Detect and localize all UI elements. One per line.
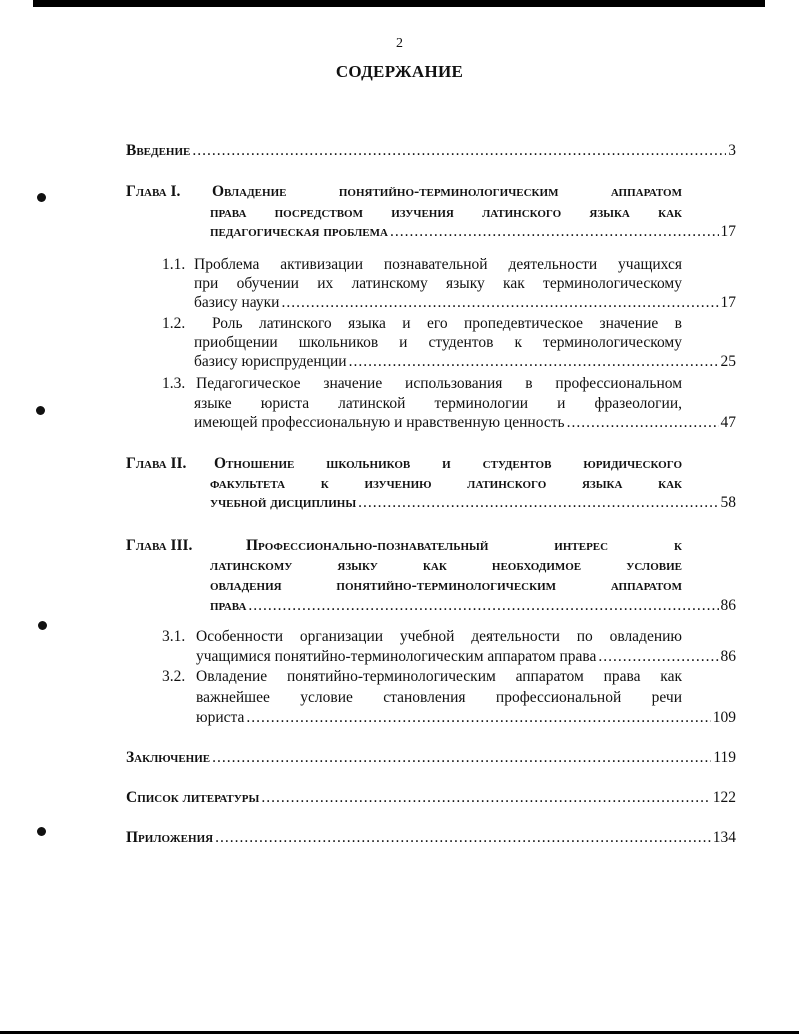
section-title-line: учащимися понятийно-терминологическим аппаратом права xyxy=(196,648,597,665)
section-number: 1.2. xyxy=(162,315,186,332)
dot-leader xyxy=(358,493,718,513)
dot-leader xyxy=(261,788,710,808)
dot-leader xyxy=(567,413,719,433)
chapter-heading: Глава II. xyxy=(126,455,187,472)
section-title-last-line xyxy=(194,352,736,372)
section-title-line: Особенности организации учебной деятельности по овладению xyxy=(196,628,682,645)
chapter-title-line: права xyxy=(210,597,247,614)
dot-leader xyxy=(281,293,718,313)
toc-page-number: 86 xyxy=(720,597,736,614)
toc-page-number: 122 xyxy=(712,789,736,806)
toc-entry-conclusion[interactable] xyxy=(126,748,736,768)
chapter-heading: Глава I. xyxy=(126,183,181,200)
toc-page-number: 3 xyxy=(728,142,736,159)
section-title-line: базису юриспруденции xyxy=(194,353,347,370)
section-title-last-line xyxy=(194,293,736,313)
toc-label: Заключение xyxy=(126,749,211,766)
chapter-title-line: Отношение школьников и студентов юридического xyxy=(214,455,682,472)
chapter-title-line: педагогическая проблема xyxy=(210,223,388,240)
section-title-line: юриста xyxy=(196,709,245,726)
binder-hole-mark xyxy=(37,827,46,836)
page-number: 2 xyxy=(396,36,403,51)
toc-label: Приложения xyxy=(126,829,214,846)
section-title-line: важнейшее условие становления профессиональной речи xyxy=(196,689,682,706)
dot-leader xyxy=(215,828,711,848)
dot-leader xyxy=(246,708,710,728)
section-number: 1.3. xyxy=(162,375,186,392)
section-number: 3.1. xyxy=(162,628,186,645)
toc-page-number: 47 xyxy=(720,414,736,431)
toc-page-number: 25 xyxy=(720,353,736,370)
chapter-title-line: Овладение понятийно-терминологическим аппаратом xyxy=(212,183,682,200)
toc-page-number: 17 xyxy=(720,223,736,240)
chapter-title-line: учебной дисциплины xyxy=(210,494,357,511)
chapter-title-line: права посредством изучения латинского языка как xyxy=(210,204,682,221)
toc-entry-references[interactable] xyxy=(126,788,736,808)
toc-label: Введение xyxy=(126,142,191,159)
toc-entry-intro[interactable] xyxy=(126,141,736,161)
section-number: 1.1. xyxy=(162,256,186,273)
section-title-line: приобщении школьников и студентов к терминологическому xyxy=(194,334,682,351)
binder-hole-mark xyxy=(38,621,47,630)
dot-leader xyxy=(390,222,719,242)
toc-page-number: 17 xyxy=(720,294,736,311)
toc-page-number: 134 xyxy=(712,829,736,846)
dot-leader xyxy=(349,352,719,372)
section-title-line: при обучении их латинскому языку как терминологическому xyxy=(194,275,682,292)
chapter-title-line: Профессионально-познавательный интерес к xyxy=(246,537,682,554)
chapter-title-line: овладения понятийно-терминологическим аппаратом xyxy=(210,577,682,594)
section-title-line: базису науки xyxy=(194,294,280,311)
top-border-rule xyxy=(33,0,765,7)
dot-leader xyxy=(192,141,726,161)
toc-page-number: 119 xyxy=(713,749,736,766)
toc-page-number: 58 xyxy=(720,494,736,511)
dot-leader xyxy=(212,748,711,768)
chapter-heading: Глава III. xyxy=(126,537,193,554)
binder-hole-mark xyxy=(36,406,45,415)
section-title-last-line xyxy=(196,708,736,728)
dot-leader xyxy=(248,596,718,616)
chapter-title-last-line xyxy=(210,596,736,616)
toc-page-number: 109 xyxy=(712,709,736,726)
chapter-title-last-line xyxy=(210,493,736,513)
toc-label: Список литературы xyxy=(126,789,260,806)
section-title-line: языке юриста латинской терминологии и фразеологии, xyxy=(194,395,682,412)
page-title: СОДЕРЖАНИЕ xyxy=(335,62,464,81)
section-title-last-line xyxy=(196,647,736,667)
section-title-line: Овладение понятийно-терминологическим аппаратом права как xyxy=(196,668,682,685)
section-title-line: Проблема активизации познавательной деятельности учащихся xyxy=(194,256,682,273)
section-title-line: Роль латинского языка и его пропедевтическое значение в xyxy=(212,315,682,332)
chapter-title-last-line xyxy=(210,222,736,242)
chapter-title-line: факультета к изучению латинского языка как xyxy=(210,475,682,492)
section-title-line: Педагогическое значение использования в профессиональном xyxy=(196,375,682,392)
chapter-title-line: латинскому языку как необходимое условие xyxy=(210,557,682,574)
section-number: 3.2. xyxy=(162,668,186,685)
binder-hole-mark xyxy=(37,193,46,202)
toc-page-number: 86 xyxy=(720,648,736,665)
section-title-line: имеющей профессиональную и нравственную ценность xyxy=(194,414,565,431)
dot-leader xyxy=(598,647,718,667)
toc-entry-appendices[interactable] xyxy=(126,828,736,848)
section-title-last-line xyxy=(194,413,736,433)
